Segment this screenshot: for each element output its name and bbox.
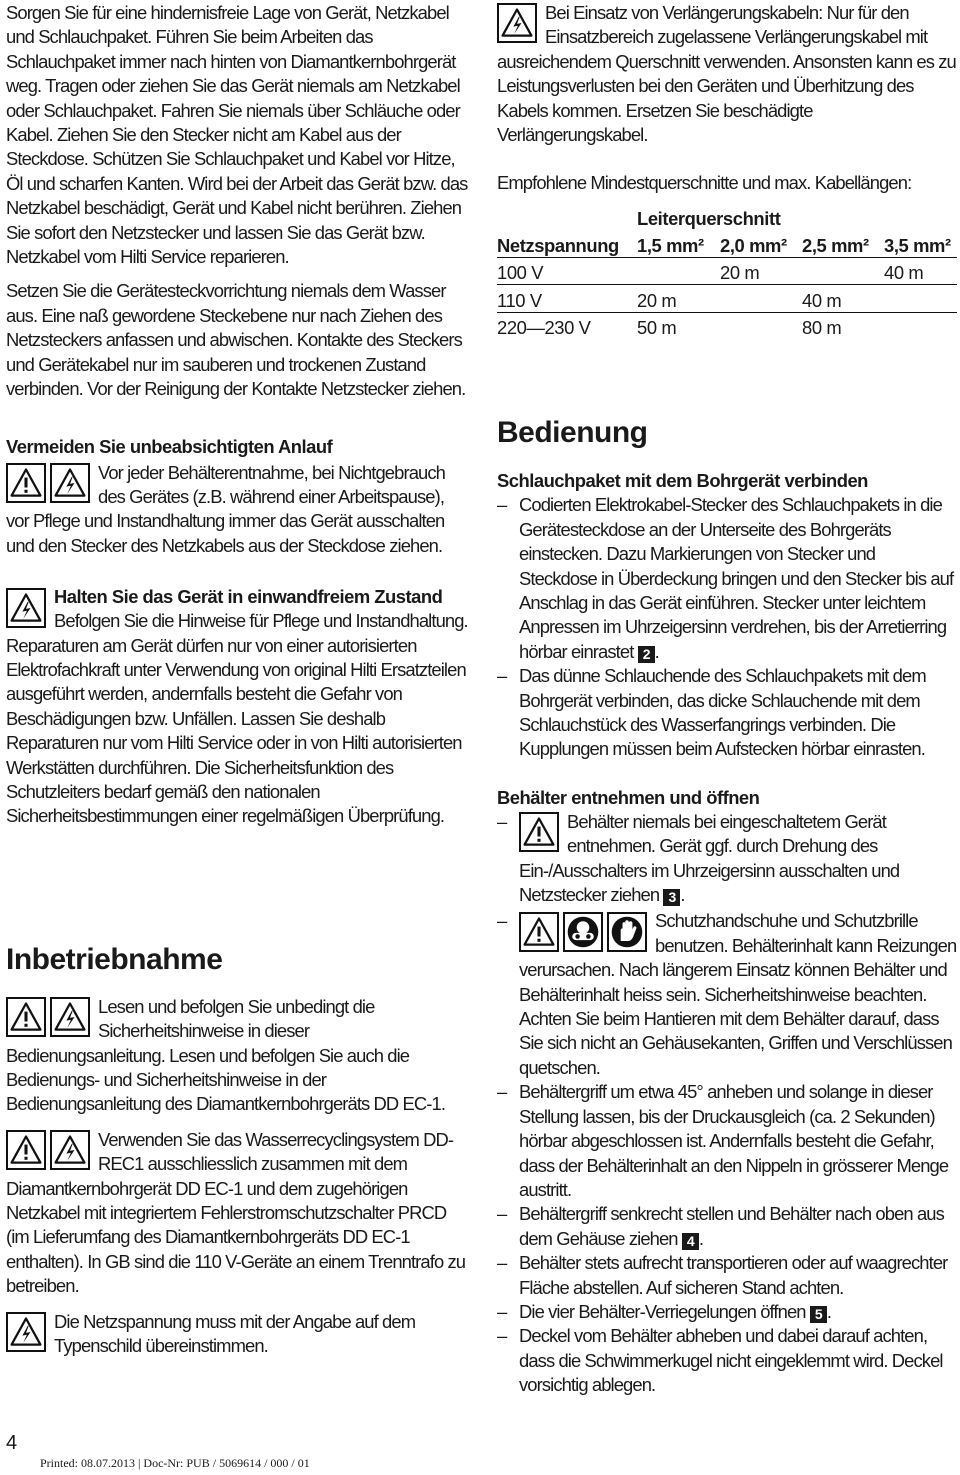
list-item: – Schutzhandschuhe und Schutzbrille benutzen. Behälterinhalt kann Reizungen verursachen. Nach längerem Einsatz können Behälter und Behälterinhalt heiss sein. Sicherheitshinweise beachten. Achten Sie beim Hantieren mit dem Behälter darauf, dass Sie sich nicht an Gehäusekanten, Griffen und Verschlüssen quetschen. xyxy=(497,910,957,1078)
table-row xyxy=(497,285,957,313)
table-header-row xyxy=(497,230,957,257)
table-cell: 110 V xyxy=(497,289,542,311)
electric-hazard-icon xyxy=(50,463,90,503)
table-cell: 80 m xyxy=(802,317,842,339)
goggles-icon xyxy=(563,912,603,952)
warning-icon xyxy=(6,463,46,503)
paragraph-recycling-system: Verwenden Sie das Wasserrecyclingsystem DD-REC1 ausschliesslich zusammen mit dem Diamantkernbohrgerät DD EC-1 und dem zugehörigen Netzkabel mit integriertem Fehlerstromschutzschalter PRCD (im Lieferumfang des Diamantkernbohrgeräts DD EC-1 enthalten). In GB sind die 110 V-Geräte an einem Trenntrafo zu betreiben. xyxy=(6,1128,466,1297)
table-row xyxy=(497,257,957,285)
table-cell xyxy=(720,312,802,339)
table-cell xyxy=(637,257,720,285)
list-item-text: Schutzhandschuhe und Schutzbrille benutzen. Behälterinhalt kann Reizungen verursachen. Nach längerem Einsatz können Behälter und Behälterinhalt heiss sein. Sicherheitshinweise beachten. Achten Sie beim Hantieren mit dem Behälter darauf, dass Sie sich nicht an Gehäusekanten, Griffen und Verschlüssen quetschen. xyxy=(519,910,957,1078)
table-cell: 220—230 V xyxy=(497,317,591,339)
paragraph-mains-voltage: Die Netzspannung muss mit der Angabe auf dem Typenschild übereinstimmen. xyxy=(54,1310,416,1357)
figure-ref-badge: 3 xyxy=(663,889,680,906)
paragraph-read-instructions: Lesen und befolgen Sie unbedingt die Sicherheitshinweise in dieser Bedienungsanleitung. Lesen und befolgen Sie auch die Bedienungs- und Sicherheitshinweise in der Bedienungsanleitung des Diamantkernbohrgeräts DD EC-1. xyxy=(6,995,446,1115)
table-header-col: 2,0 mm² xyxy=(720,234,787,256)
warning-icon xyxy=(519,812,559,852)
heading-operation: Bedienung xyxy=(497,416,648,450)
paragraph-water-safety: Setzen Sie die Gerätesteckvorrichtung niemals dem Wasser aus. Eine naß gewordene Steckebene nur nach Ziehen des Netzsteckers anfassen und abwischen. Kontakte des Steckers und Gerätekabel nur im sauberen und trockenen Zustand verbinden. Vor der Reinigung der Kontakte Netzstecker ziehen. xyxy=(6,280,466,400)
paragraph-min-cross-sections: Empfohlene Mindestquerschnitte und max. Kabellängen: xyxy=(497,172,912,194)
warning-icons xyxy=(6,588,46,628)
warning-icon xyxy=(6,1130,46,1170)
gloves-icon xyxy=(607,912,647,952)
warning-icons xyxy=(6,1312,46,1352)
figure-ref-badge: 2 xyxy=(638,646,655,663)
paragraph-good-condition: Befolgen Sie die Hinweise für Pflege und Instandhaltung. Reparaturen am Gerät dürfen nur von einer autorisierten Elektrofachkraft unter Verwendung von original Hilti Ersatzteilen ausgeführt werden, andernfalls besteht die Gefahr von Beschädigungen bzw. Unfällen. Lassen Sie deshalb Reparaturen nur vom Hilti Service oder in von Hilti autorisierten Werkstätten durchführen. Die Sicherheitsfunktion des Schutzleiters bedarf gemäß den nationalen Sicherheitsbestimmungen einer regelmäßigen Überprüfung. xyxy=(6,610,468,827)
heading-connect-hose: Schlauchpaket mit dem Bohrgerät verbinden xyxy=(497,470,868,492)
heading-remove-container: Behälter entnehmen und öffnen xyxy=(497,786,760,808)
electric-hazard-icon xyxy=(6,588,46,628)
table-cell: 40 m xyxy=(884,262,924,284)
list-item: – Behältergriff senkrecht stellen und Behälter nach oben aus dem Gehäuse ziehen 4 . xyxy=(497,1203,944,1249)
list-item-text: Die vier Behälter-Verriegelungen öffnen xyxy=(519,1300,806,1322)
table-cell: 20 m xyxy=(637,289,677,311)
heading-unintended-start: Vermeiden Sie unbeabsichtigten Anlauf xyxy=(6,435,333,457)
list-item-text: Behältergriff senkrecht stellen und Behälter nach oben aus dem Gehäuse ziehen xyxy=(519,1203,944,1249)
warning-icons xyxy=(519,812,559,852)
paragraph-extension-cables: Bei Einsatz von Verlängerungskabeln: Nur für den Einsatzbereich zugelassene Verlängerungskabel mit ausreichendem Querschnitt verwenden. Ansonsten kann es zu Leistungsverlusten bei den Geräten und Überhitzung des Kabels kommen. Ersetzen Sie beschädigte Verlängerungskabel. xyxy=(497,2,956,146)
table-cell xyxy=(720,285,802,313)
page-number: 4 xyxy=(6,1432,18,1454)
table-cell: 20 m xyxy=(720,262,760,284)
paragraph-setup-safety: Sorgen Sie für eine hindernisfreie Lage von Gerät, Netzkabel und Schlauchpaket. Führen Sie beim Arbeiten das Schlauchpaket immer nach hinten von Diamantkernbohrgerät weg. Tragen oder ziehen Sie das Gerät niemals am Netzkabel oder Schlauchpaket. Fahren Sie niemals über Schläuche oder Kabel. Ziehen Sie den Stecker nicht am Kabel aus der Steckdose. Schützen Sie Schlauchpaket und Kabel vor Hitze, Öl und scharfen Kanten. Wird bei der Arbeit das Gerät bzw. das Netzkabel beschädigt, Gerät und Kabel nicht berühren. Ziehen Sie sofort den Netzstecker und lassen Sie das Gerät bzw. Netzkabel vom Hilti Service reparieren. xyxy=(6,2,468,268)
table-cell: 100 V xyxy=(497,262,544,284)
heading-commissioning: Inbetriebnahme xyxy=(6,942,223,976)
table-header-group-row xyxy=(497,204,957,231)
list-item: – Behälter niemals bei eingeschaltetem Gerät entnehmen. Gerät ggf. durch Drehung des Ein-/Ausschalters im Uhrzeigersinn ausschalten und Netzstecker ziehen 3 . xyxy=(497,810,900,906)
table-header-col: 2,5 mm² xyxy=(802,234,869,256)
left-column xyxy=(6,0,468,1358)
list-item-text: Das dünne Schlauchende des Schlauchpakets mit dem Bohrgerät verbinden, das dicke Schlauchende mit dem Schlauchstück des Wasserfangrings verbinden. Die Kupplungen müssen beim Aufstecken hörbar einrasten. xyxy=(519,665,926,760)
table-header-col: 3,5 mm² xyxy=(884,234,951,256)
list-item-text: Deckel vom Behälter abheben und dabei darauf achten, dass die Schwimmerkugel nicht eingeklemmt wird. Deckel vorsichtig ablegen. xyxy=(519,1325,943,1396)
warning-icons xyxy=(6,997,90,1037)
warning-icon xyxy=(519,912,559,952)
right-column xyxy=(497,0,957,1398)
table-header-conductor: Leiterquerschnitt xyxy=(637,208,781,230)
table-cell xyxy=(884,312,957,339)
list-item: – Behälter stets aufrecht transportieren oder auf waagrechter Fläche abstellen. Auf sicheren Stand achten. xyxy=(497,1252,948,1298)
table-cell: 50 m xyxy=(637,317,677,339)
table-cell: 40 m xyxy=(802,289,842,311)
list-item: – Die vier Behälter-Verriegelungen öffnen 5 . xyxy=(497,1300,832,1322)
heading-good-condition: Halten Sie das Gerät in einwandfreiem Zustand xyxy=(54,586,443,608)
warning-icons xyxy=(6,1130,90,1170)
table-header-voltage: Netzspannung xyxy=(497,234,619,256)
figure-ref-badge: 4 xyxy=(682,1233,699,1250)
list-item: – Codierten Elektrokabel-Stecker des Schlauchpakets in die Gerätesteckdose an der Unterseite des Bohrgeräts einstecken. Dazu Markierungen von Stecker und Steckdose in Überdeckung bringen und den Stecker bis auf Anschlag in das Gerät einführen. Stecker unter leichtem Anpressen im Uhrzeigersinn verdrehen, bis der Arretierring hörbar einrastet 2 . xyxy=(497,494,954,662)
table-cell xyxy=(884,285,957,313)
electric-hazard-icon xyxy=(6,1312,46,1352)
list-item: – Behältergriff um etwa 45° anheben und solange in dieser Stellung lassen, bis der Druckausgleich (ca. 2 Sekunden) hörbar abgeschlossen ist. Andernfalls besteht die Gefahr, dass der Behälterinhalt an den Nippeln in grösserer Menge austritt. xyxy=(497,1081,949,1200)
list-item-text: Behältergriff um etwa 45° anheben und solange in dieser Stellung lassen, bis der Druckausgleich (ca. 2 Sekunden) hörbar abgeschlossen ist. Andernfalls besteht die Gefahr, dass der Behälterinhalt an den Nippeln in grösserer Menge austritt. xyxy=(519,1081,949,1200)
table-row xyxy=(497,312,957,339)
figure-ref-badge: 5 xyxy=(810,1306,827,1323)
electric-hazard-icon xyxy=(50,1130,90,1170)
warning-icons xyxy=(6,463,90,503)
print-footer: Printed: 08.07.2013 | Doc-Nr: PUB / 5069614 / 000 / 01 xyxy=(40,1456,310,1470)
warning-icon xyxy=(6,997,46,1037)
table-header-col: 1,5 mm² xyxy=(637,234,704,256)
electric-hazard-icon xyxy=(497,3,537,43)
list-item-text: Behälter niemals bei eingeschaltetem Gerät entnehmen. Gerät ggf. durch Drehung des Ein-/Ausschalters im Uhrzeigersinn ausschalten und Netzstecker ziehen xyxy=(519,810,900,906)
cable-table xyxy=(497,204,957,340)
list-item-text: Behälter stets aufrecht transportieren oder auf waagrechter Fläche abstellen. Auf sicheren Stand achten. xyxy=(519,1252,948,1298)
list-item: – Das dünne Schlauchende des Schlauchpakets mit dem Bohrgerät verbinden, das dicke Schlauchende mit dem Schlauchstück des Wasserfangrings verbinden. Die Kupplungen müssen beim Aufstecken hörbar einrasten. xyxy=(497,665,926,760)
list-item: – Deckel vom Behälter abheben und dabei darauf achten, dass die Schwimmerkugel nicht eingeklemmt wird. Deckel vorsichtig ablegen. xyxy=(497,1325,943,1396)
paragraph-unintended-start: Vor jeder Behälterentnahme, bei Nichtgebrauch des Gerätes (z.B. während einer Arbeitspause), vor Pflege und Instandhaltung immer das Gerät ausschalten und den Stecker des Netzkabels aus der Steckdose ziehen. xyxy=(6,461,445,556)
warning-icons xyxy=(497,3,537,43)
ppe-icons xyxy=(519,912,647,952)
list-item-text: Codierten Elektrokabel-Stecker des Schlauchpakets in die Gerätesteckdose an der Unterseite des Bohrgeräts einstecken. Dazu Markierungen von Stecker und Steckdose in Überdeckung bringen und den Stecker bis auf Anschlag in das Gerät einführen. Stecker unter leichtem Anpressen im Uhrzeigersinn verdrehen, bis der Arretierring hörbar einrastet xyxy=(519,494,954,662)
table-cell xyxy=(802,257,884,285)
electric-hazard-icon xyxy=(50,997,90,1037)
